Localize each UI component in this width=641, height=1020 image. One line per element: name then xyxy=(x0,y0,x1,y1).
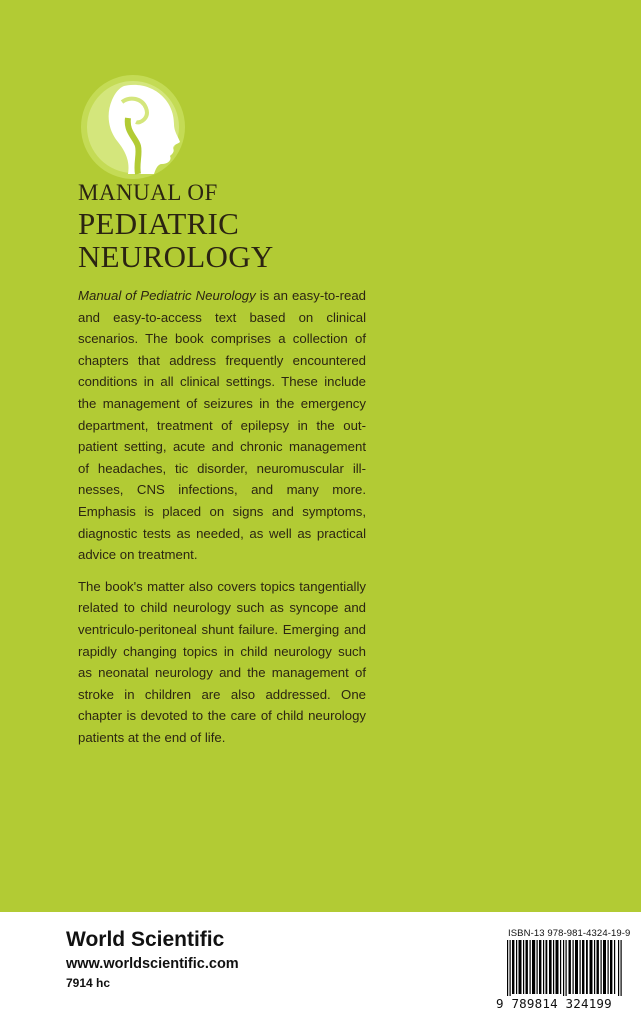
publisher-name: World Scientific xyxy=(66,928,225,951)
isbn-label: ISBN-13 978-981-4324-19-9 xyxy=(508,928,631,939)
barcode xyxy=(506,940,624,1000)
publisher-url: www.worldscientific.com xyxy=(66,956,239,972)
paragraph-1 xyxy=(78,285,366,566)
paragraph-2: The book's matter also covers topics tangentially related to child neurology such as syncope and ventriculo-peritoneal shunt failure. Emerging and rapidly changing topics in child neurology such as neonatal neurology and the management of stroke in children are also addressed. One chapter is devoted to the care of child neurology patients at the end of life. xyxy=(78,578,366,745)
description xyxy=(78,285,366,758)
barcode-number: 9 789814 324199 xyxy=(496,996,626,1011)
child-head-profile-icon xyxy=(78,72,188,182)
paragraph-1-text: is an easy-to-read and easy-to-access text based on clinical scenarios. The book comprises a collection of chapters that address frequently encountered conditions in all clinical settings. These include the management of seizures in the emergency department, treatment of epilepsy in the out-patient setting, acute and chronic management of headaches, tic disorder, neuromuscular ill-nesses, CNS infections, and many more. Emphasis is placed on signs and symptoms, diagnostic tests as needed, as well as practical advice on treatment. xyxy=(78,288,366,563)
book-title-italic: Manual of Pediatric Neurology xyxy=(78,288,256,303)
title-line-2: PEDIATRIC xyxy=(78,206,240,241)
title-line-1: MANUAL OF xyxy=(78,180,218,205)
product-code: 7914 hc xyxy=(66,976,111,990)
publisher-footer xyxy=(0,912,641,1020)
title-line-3: NEUROLOGY xyxy=(78,239,274,274)
